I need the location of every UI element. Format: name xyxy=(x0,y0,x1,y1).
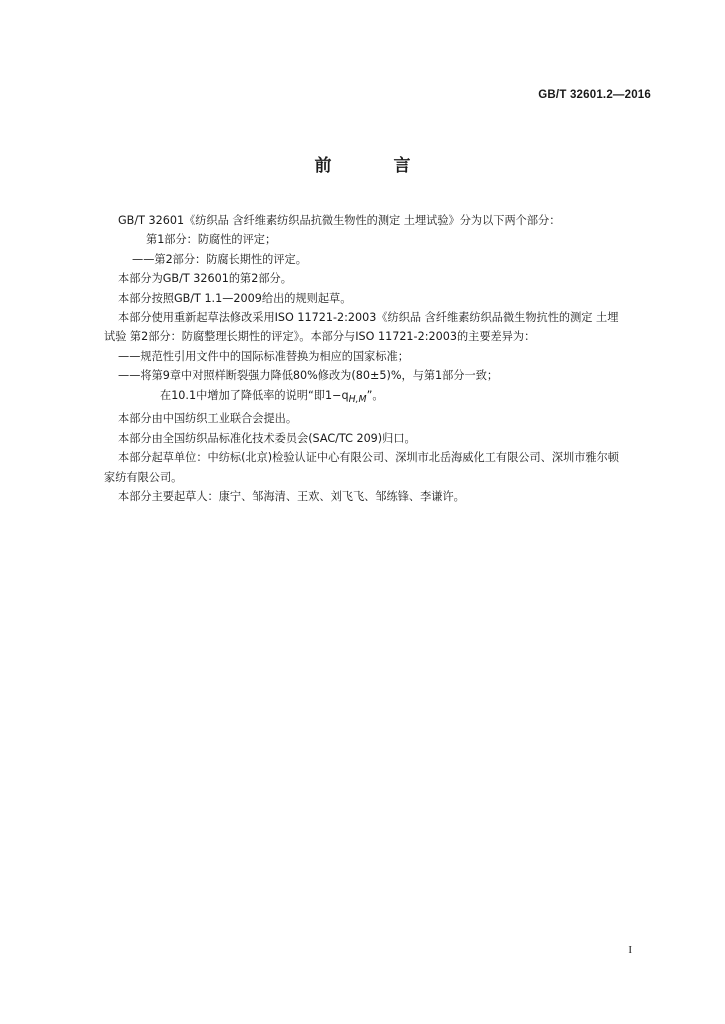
formula-closing: ”。 xyxy=(366,388,384,402)
foreword-body xyxy=(104,211,628,506)
paragraph: 本部分由全国纺织品标准化技术委员会(SAC/TC 209)归口。 xyxy=(118,431,416,445)
list-item: ——第2部分：防腐长期性的评定。 xyxy=(132,252,307,266)
list-item xyxy=(104,386,628,410)
paragraph: 本部分按照GB/T 1.1—2009给出的规则起草。 xyxy=(118,291,352,305)
paragraph: 本部分使用重新起草法修改采用ISO 11721-2:2003《纺织品 含纤维素纺织品微生物抗性的测定 土埋试验 第2部分：防腐整理长期性的评定》。本部分与ISO 11721-2:2003的主要差异为： xyxy=(104,311,619,344)
standard-code: GB/T 32601.2—2016 xyxy=(538,89,651,101)
paragraph: 本部分由中国纺织工业联合会提出。 xyxy=(118,412,298,426)
formula-text: 在10.1中增加了降低率的说明“即1−q xyxy=(160,388,349,402)
paragraph: 本部分为GB/T 32601的第2部分。 xyxy=(118,272,292,286)
list-item: ——规范性引用文件中的国际标准替换为相应的国家标准； xyxy=(118,349,409,363)
paragraph: 本部分主要起草人：康宁、邹海清、王欢、刘飞飞、邹练锋、李谦许。 xyxy=(118,489,465,503)
formula-subscript: H,M xyxy=(348,393,367,405)
page-number: I xyxy=(628,944,632,956)
page-title: 前 言 xyxy=(314,156,439,176)
list-item: 第1部分：防腐性的评定； xyxy=(146,233,277,247)
paragraph: 本部分起草单位：中纺标(北京)检验认证中心有限公司、深圳市北岳海威化工有限公司、深圳市雅尔顿家纺有限公司。 xyxy=(104,451,619,484)
paragraph: GB/T 32601《纺织品 含纤维素纺织品抗微生物性的测定 土埋试验》分为以下两个部分： xyxy=(118,214,561,227)
list-item: ——将第9章中对照样断裂强力降低80%修改为(80±5)%，与第1部分一致； xyxy=(118,369,499,383)
